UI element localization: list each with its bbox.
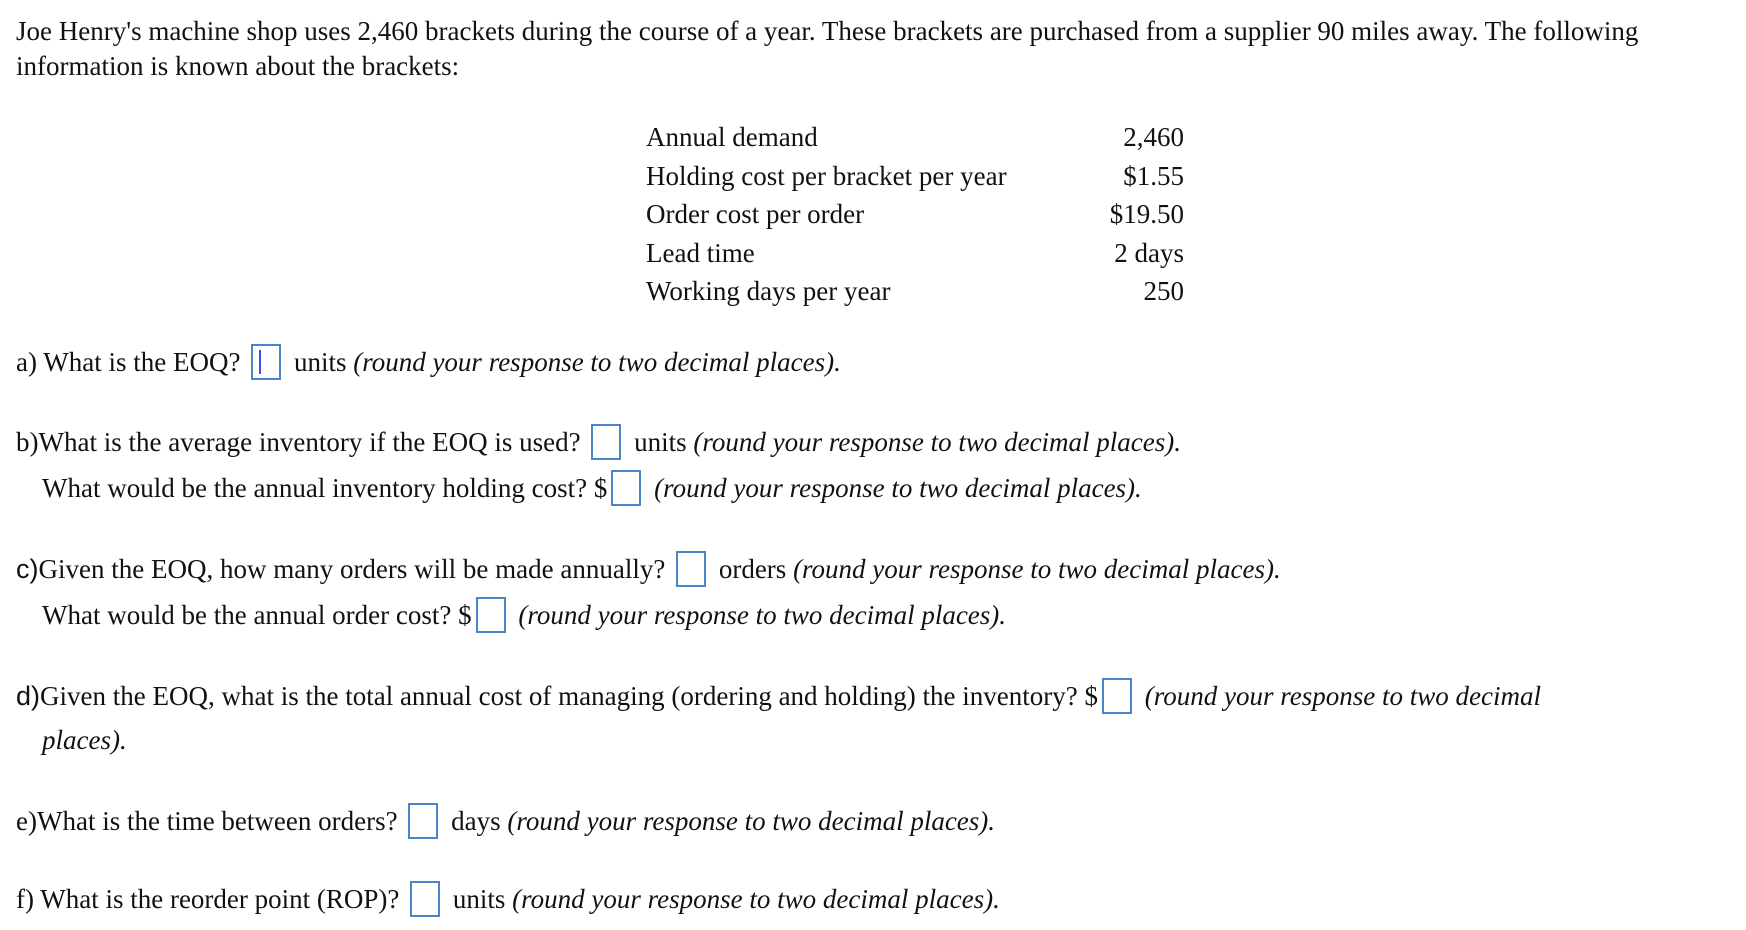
orders-per-year-input[interactable] [676,551,706,587]
reorder-point-input[interactable] [410,881,440,917]
bracket-info-table [646,118,1184,311]
holding-cost-input[interactable] [611,470,641,506]
info-value: 2 days [1114,237,1184,268]
question-b1-text: What is the average inventory if the EOQ is used? [38,427,581,457]
question-c1-note: (round your response to two decimal places). [793,554,1281,584]
time-between-orders-input[interactable] [408,803,438,839]
question-d-text: Given the EOQ, what is the total annual cost of managing (ordering and holding) the inventory? $ [40,681,1098,711]
info-row [646,195,1184,234]
question-e [16,801,995,842]
order-cost-input[interactable] [476,597,506,633]
info-row [646,272,1184,311]
info-label: Lead time [646,237,755,268]
question-d-note-cont: places). [42,725,127,755]
question-f-unit: units [452,884,506,914]
average-inventory-input[interactable] [591,424,621,460]
info-value: $19.50 [1109,199,1184,229]
question-b2-text: What would be the annual inventory holding cost? $ [42,473,608,503]
question-b1-note: (round your response to two decimal places). [693,427,1182,457]
question-a [16,342,841,383]
problem-intro: Joe Henry's machine shop uses 2,460 brackets during the course of a year. These brackets are purchased from a supplier 90 miles away. The following information is known about the brackets: [16,16,1639,81]
question-d-note: (round your response to two decimal [1144,681,1541,711]
info-row [646,157,1184,196]
question-b1 [16,422,1181,463]
question-b1-unit: units [634,427,687,457]
question-f-note: (round your response to two decimal places). [512,884,1000,914]
question-a-note: (round your response to two decimal places). [353,347,841,377]
question-e-note: (round your response to two decimal places). [507,806,996,836]
info-label: Working days per year [646,276,891,306]
question-c-letter: c) [16,554,39,584]
question-b-letter: b) [16,427,39,457]
info-value: 250 [1143,276,1184,306]
question-d [16,676,1541,717]
question-d-letter: d) [16,681,41,711]
question-f-text: f) What is the reorder point (ROP)? [16,884,400,914]
question-e-unit: days [451,806,501,836]
info-value: $1.55 [1123,160,1184,191]
question-a-unit: units [293,347,347,377]
question-c1-text: Given the EOQ, how many orders will be made annually? [38,554,666,584]
info-label: Annual demand [646,122,818,152]
question-b2-note: (round your response to two decimal places). [654,473,1142,503]
question-e-letter: e) [16,806,37,836]
question-c2 [42,595,1006,636]
info-row [646,234,1184,273]
eoq-input[interactable] [251,344,281,380]
info-value: 2,460 [1123,122,1184,152]
question-c1-unit: orders [718,554,787,584]
question-c2-note: (round your response to two decimal places). [518,600,1007,630]
info-label: Holding cost per bracket per year [646,160,1007,191]
question-b2 [42,468,1142,509]
total-cost-input[interactable] [1102,678,1132,714]
question-a-text: a) What is the EOQ? [16,347,241,377]
question-f [16,879,1000,920]
info-row [646,118,1184,157]
question-c2-text: What would be the annual order cost? $ [42,600,472,630]
question-e-text: What is the time between orders? [36,806,398,836]
info-label: Order cost per order [646,199,865,229]
question-c1 [16,549,1281,590]
